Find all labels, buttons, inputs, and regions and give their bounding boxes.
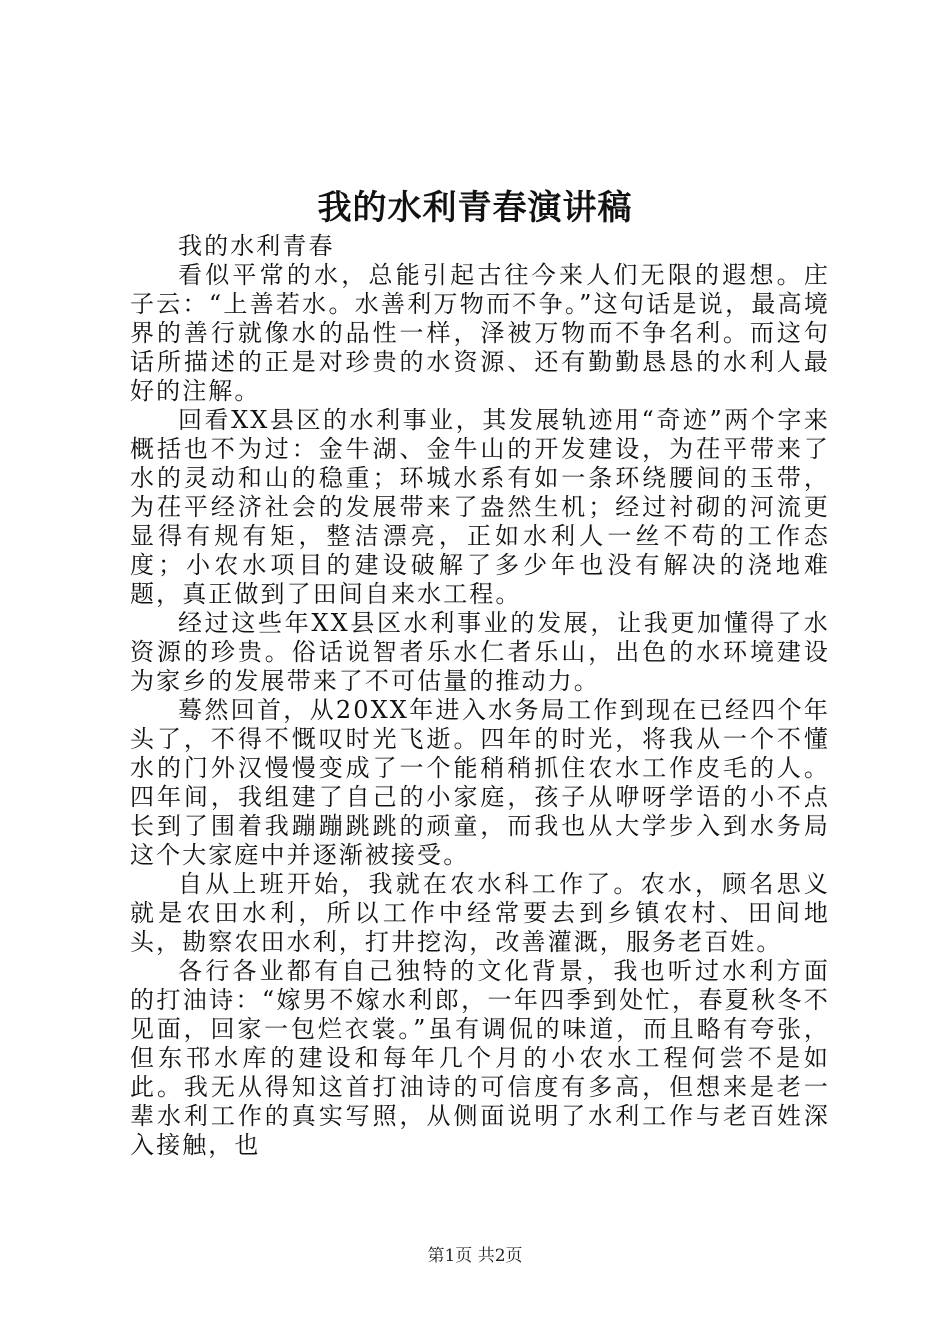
paragraph: 经过这些年XX县区水利事业的发展，让我更加懂得了水资源的珍贵。俗话说智者乐水仁者乐山，出色的水环境建设为家乡的发展带来了不可估量的推动力。 (130, 609, 830, 695)
page-number-footer: 第1页 共2页 (427, 1246, 523, 1266)
document-body (130, 232, 830, 1160)
paragraph: 看似平常的水，总能引起古往今来人们无限的遐想。庄子云：“上善若水。水善利万物而不争。”这句话是说，最高境界的善行就像水的品性一样，泽被万物而不争名利。而这句话所描述的正是对珍贵的水资源、还有勤勤恳恳的水利人最好的注解。 (130, 261, 830, 405)
paragraph: 各行各业都有自己独特的文化背景，我也听过水利方面的打油诗：“嫁男不嫁水利郎，一年四季到处忙，春夏秋冬不见面，回家一包烂衣裳。”虽有调侃的味道，而且略有夸张，但东邗水库的建设和每年几个月的小农水工程何尝不是如此。我无从得知这首打油诗的可信度有多高，但想来是老一辈水利工作的真实写照，从侧面说明了水利工作与老百姓深入接触，也 (130, 957, 830, 1159)
paragraph-subtitle: 我的水利青春 (178, 232, 335, 260)
document-title: 我的水利青春演讲稿 (317, 188, 633, 228)
paragraph: 回看XX县区的水利事业，其发展轨迹用“奇迹”两个字来概括也不为过：金牛湖、金牛山的开发建设，为茌平带来了水的灵动和山的稳重；环城水系有如一条环绕腰间的玉带，为茌平经济社会的发展带来了盎然生机；经过衬砌的河流更显得有规有矩，整洁漂亮，正如水利人一丝不苟的工作态度；小农水项目的建设破解了多少年也没有解决的浇地难题，真正做到了田间自来水工程。 (130, 406, 830, 608)
paragraph: 自从上班开始，我就在农水科工作了。农水，顾名思义就是农田水利，所以工作中经常要去到乡镇农村、田间地头，勘察农田水利，打井挖沟，改善灌溉，服务老百姓。 (130, 870, 830, 956)
paragraph: 蓦然回首，从20XX年进入水务局工作到现在已经四个年头了，不得不慨叹时光飞逝。四年的时光，将我从一个不懂水的门外汉慢慢变成了一个能稍稍抓住农水工作皮毛的人。四年间，我组建了自己的小家庭，孩子从咿呀学语的小不点长到了围着我蹦蹦跳跳的顽童，而我也从大学步入到水务局这个大家庭中并逐渐被接受。 (130, 696, 830, 869)
